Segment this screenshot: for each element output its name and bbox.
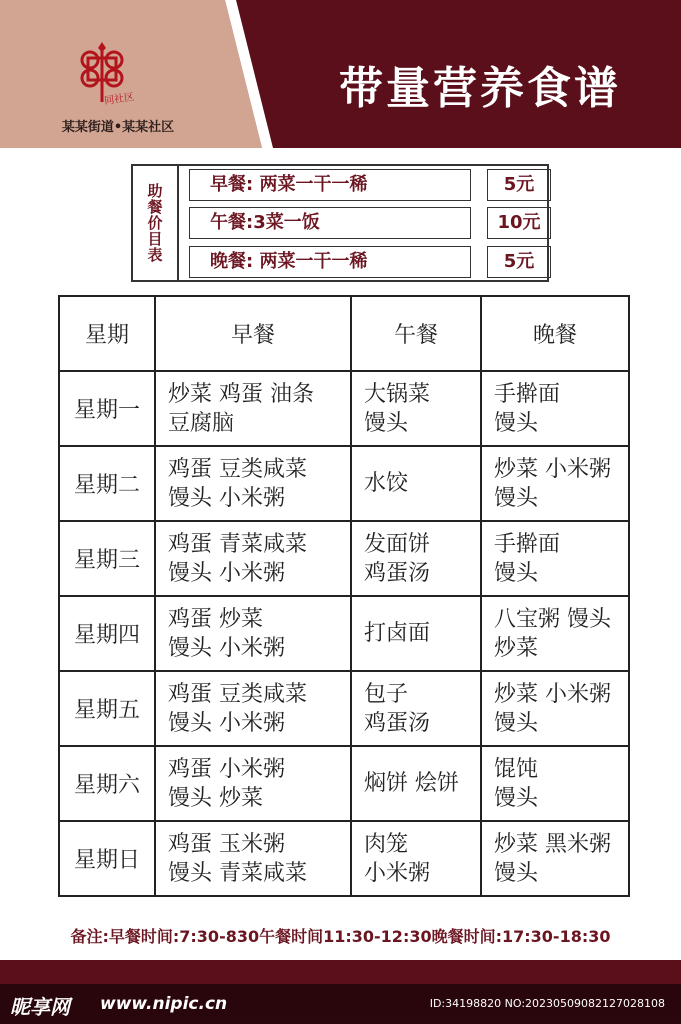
menu-item: 八宝粥 馒头	[494, 606, 611, 632]
menu-day: 星期日	[59, 821, 155, 896]
menu-item: 鸡蛋 炒菜	[168, 606, 263, 632]
menu-header-row	[59, 296, 629, 371]
menu-row	[59, 821, 629, 896]
menu-item: 馒头 小米粥	[168, 485, 285, 511]
meal-time-note: 备注:早餐时间:7:30-830午餐时间11:30-12:30晚餐时间:17:30-18:30	[70, 927, 611, 946]
menu-cell-dinner	[481, 821, 629, 896]
watermark-url: www.nipic.cn	[100, 994, 228, 1014]
menu-day: 星期三	[59, 521, 155, 596]
menu-cell-breakfast	[155, 596, 351, 671]
menu-cell-breakfast	[155, 371, 351, 446]
price-row-breakfast	[189, 169, 603, 203]
menu-item: 馒头	[494, 860, 539, 886]
menu-item: 馒头	[494, 560, 539, 586]
menu-cell-breakfast	[155, 446, 351, 521]
price-value: 10元	[487, 207, 551, 239]
menu-cell-lunch	[351, 746, 481, 821]
price-value: 5元	[487, 246, 551, 278]
menu-item: 水饺	[364, 471, 409, 496]
menu-table	[58, 295, 630, 897]
price-label-char: 助	[147, 182, 163, 200]
menu-item: 焖饼 烩饼	[364, 771, 459, 796]
menu-day: 星期五	[59, 671, 155, 746]
menu-day: 星期一	[59, 371, 155, 446]
menu-cell-dinner	[481, 521, 629, 596]
menu-cell-dinner	[481, 446, 629, 521]
menu-item: 鸡蛋 小米粥	[168, 756, 285, 782]
menu-item: 肉笼	[364, 831, 409, 857]
menu-item: 馒头 炒菜	[168, 785, 263, 811]
menu-cell-lunch	[351, 521, 481, 596]
menu-cell-breakfast	[155, 746, 351, 821]
menu-item: 鸡蛋 青菜咸菜	[168, 531, 307, 557]
menu-cell-dinner	[481, 671, 629, 746]
logo-text: 同社区	[103, 91, 135, 108]
menu-item: 鸡蛋汤	[364, 560, 431, 586]
menu-item: 大锅菜	[364, 381, 431, 407]
price-name: 早餐: 两菜一干一稀	[189, 169, 471, 201]
menu-row	[59, 521, 629, 596]
price-label-char: 目	[147, 230, 163, 248]
menu-item: 炒菜 鸡蛋 油条	[168, 381, 314, 407]
menu-item: 炒菜 小米粥	[494, 456, 611, 482]
price-label-char: 表	[147, 246, 163, 264]
page-title: 带量营养食谱	[339, 63, 621, 114]
menu-row	[59, 446, 629, 521]
menu-item: 馒头 小米粥	[168, 560, 285, 586]
community-name: 某某街道•某某社区	[61, 120, 175, 135]
menu-item: 炒菜 小米粥	[494, 681, 611, 707]
menu-item: 炒菜 黑米粥	[494, 831, 611, 857]
watermark-brand: 昵享网	[10, 995, 70, 1019]
menu-item: 炒菜	[494, 635, 539, 661]
menu-item: 馒头 小米粥	[168, 635, 285, 661]
menu-item: 鸡蛋汤	[364, 710, 431, 736]
price-name: 午餐:3菜一饭	[189, 207, 471, 239]
menu-cell-dinner	[481, 746, 629, 821]
watermark-id: ID:34198820 NO:20230509082127028108	[429, 997, 665, 1010]
menu-cell-lunch	[351, 671, 481, 746]
price-value: 5元	[487, 169, 551, 201]
menu-item: 馒头	[494, 410, 539, 436]
menu-cell-lunch	[351, 596, 481, 671]
menu-cell-breakfast	[155, 521, 351, 596]
menu-cell-breakfast	[155, 821, 351, 896]
menu-item: 手擀面	[494, 531, 561, 557]
header-dinner: 晚餐	[481, 296, 629, 371]
price-row-lunch	[189, 207, 603, 241]
menu-item: 馄饨	[494, 756, 539, 782]
menu-item: 馒头 青菜咸菜	[168, 860, 307, 886]
menu-item: 手擀面	[494, 381, 561, 407]
menu-item: 发面饼	[364, 531, 431, 557]
menu-item: 鸡蛋 豆类咸菜	[168, 681, 307, 707]
menu-item: 馒头	[364, 410, 409, 436]
price-table-label	[133, 166, 179, 280]
menu-item: 馒头	[494, 785, 539, 811]
menu-day: 星期四	[59, 596, 155, 671]
menu-cell-lunch	[351, 371, 481, 446]
menu-item: 馒头	[494, 485, 539, 511]
menu-item: 鸡蛋 玉米粥	[168, 831, 285, 857]
price-label-char: 餐	[147, 198, 163, 216]
header-day: 星期	[59, 296, 155, 371]
menu-row	[59, 596, 629, 671]
menu-row	[59, 746, 629, 821]
menu-item: 包子	[364, 681, 409, 707]
header-lunch: 午餐	[351, 296, 481, 371]
menu-cell-dinner	[481, 596, 629, 671]
price-row-dinner	[189, 246, 603, 280]
menu-day: 星期六	[59, 746, 155, 821]
menu-cell-lunch	[351, 446, 481, 521]
price-table	[131, 164, 549, 282]
menu-item: 馒头 小米粥	[168, 710, 285, 736]
menu-cell-lunch	[351, 821, 481, 896]
menu-item: 小米粥	[364, 860, 431, 886]
header-breakfast: 早餐	[155, 296, 351, 371]
menu-row	[59, 371, 629, 446]
menu-cell-breakfast	[155, 671, 351, 746]
price-label-char: 价	[147, 214, 163, 232]
menu-item: 豆腐脑	[168, 410, 235, 436]
menu-item: 馒头	[494, 710, 539, 736]
price-name: 晚餐: 两菜一干一稀	[189, 246, 471, 278]
menu-item: 鸡蛋 豆类咸菜	[168, 456, 307, 482]
menu-day: 星期二	[59, 446, 155, 521]
menu-cell-dinner	[481, 371, 629, 446]
menu-row	[59, 671, 629, 746]
menu-item: 打卤面	[364, 621, 431, 646]
